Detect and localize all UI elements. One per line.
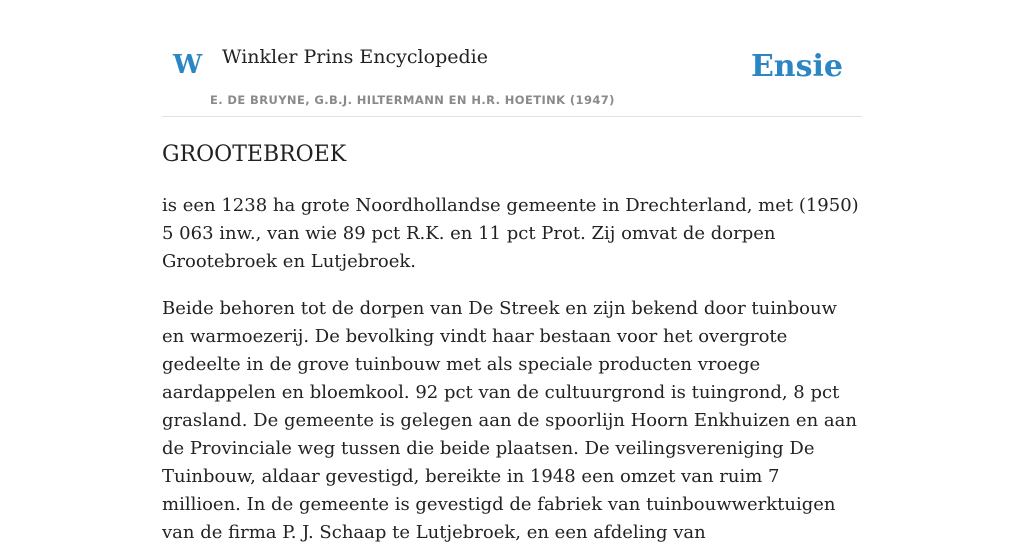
entry-title: GROOTEBROEK bbox=[162, 142, 347, 167]
article-paragraph-2: Beide behoren tot de dorpen van De Streek en zijn bekend door tuinbouw en warmoezerij. De bevolking vindt haar bestaan voor het overgrote gedeelte in de grove tuinbouw met als speciale producten vroege aardappelen en bloemkool. 92 pct van de cultuurgrond is tuingrond, 8 pct grasland. De gemeente is gelegen aan de spoorlijn Hoorn Enkhuizen en aan de Provinciale weg tussen die beide plaatsen. De veilingsvereniging De Tuinbouw, aldaar gevestigd, bereikte in 1948 een omzet van ruim 7 millioen. In de gemeente is gevestigd de fabriek van tuinbouwwerktuigen van de firma P. J. Schaap te Lutjebroek, en een afdeling van bbox=[162, 298, 857, 543]
article-body bbox=[162, 140, 862, 547]
ensie-logo[interactable]: Ensie bbox=[750, 49, 843, 84]
publication-title[interactable]: Winkler Prins Encyclopedie bbox=[222, 46, 488, 68]
winkler-prins-logo[interactable]: W bbox=[173, 50, 203, 80]
site-header bbox=[162, 0, 862, 117]
publication-authors: E. DE BRUYNE, G.B.J. HILTERMANN EN H.R. HOETINK (1947) bbox=[210, 93, 615, 107]
article-paragraph-1: is een 1238 ha grote Noordhollandse gemeente in Drechterland, met (1950) 5 063 inw., van wie 89 pct R.K. en 11 pct Prot. Zij omvat de dorpen Grootebroek en Lutjebroek. bbox=[162, 195, 859, 272]
